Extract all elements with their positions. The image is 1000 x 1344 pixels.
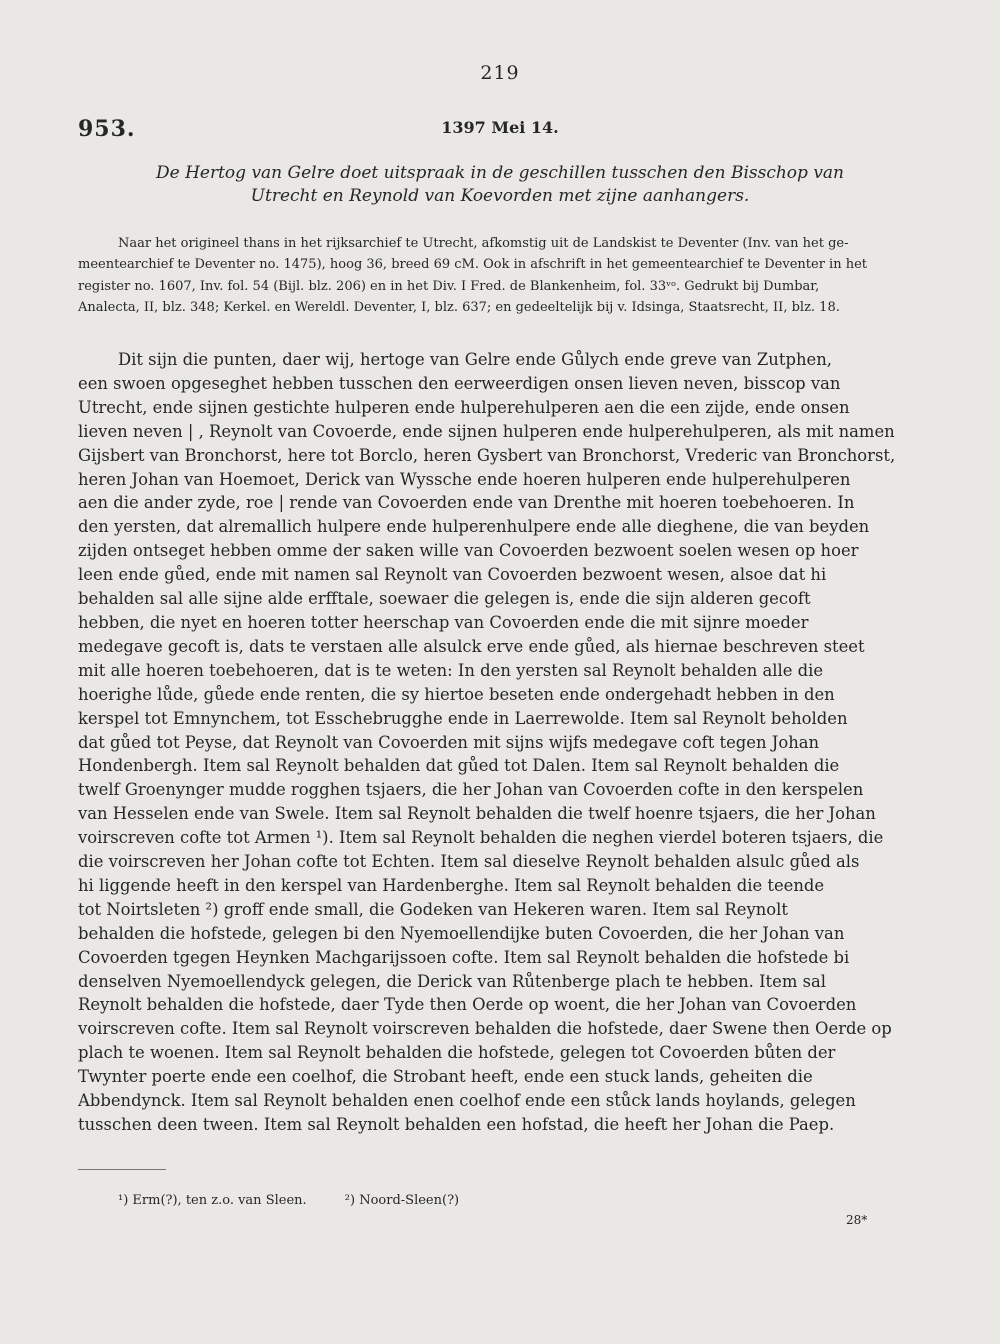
text-line: Abbendynck. Item sal Reynolt behalden enen coelhof ende een stůck lands hoylands, gelegen [78,1091,856,1111]
text-line: tusschen deen tween. Item sal Reynolt behalden een hofstad, die heeft her Johan die Paep. [78,1115,835,1134]
charter-summary [130,162,870,208]
text-line: denselven Nyemoellendyck gelegen, die Derick van Růtenberge plach te hebben. Item sal [78,971,827,991]
text-line: hi liggende heeft in den kerspel van Hardenberghe. Item sal Reynolt behalden die teende [78,875,825,895]
text-line: medegave gecoft is, dats te verstaen alle alsulck erve ende gůed, als hiernae beschreven steet [78,636,865,656]
summary-line: De Hertog van Gelre doet uitspraak in de geschillen tusschen den Bisschop van [155,163,845,183]
page-number: 219 [480,62,520,84]
text-line: lieven neven | , Reynolt van Covoerde, ende sijnen hulperen ende hulperehulperen, als mit namen [78,421,895,441]
source-note-line: Analecta, II, blz. 348; Kerkel. en Wereldl. Deventer, I, blz. 637; en gedeeltelijk bij v. Idsinga, Staatsrecht, II, blz. 18. [78,299,840,315]
text-line: Twynter poerte ende een coelhof, die Strobant heeft, ende een stuck lands, geheiten die [78,1067,813,1087]
source-note [78,233,908,318]
text-line: Utrecht, ende sijnen gestichte hulperen ende hulperehulperen aen die een zijde, ende onsen [78,397,850,417]
text-line: Hondenbergh. Item sal Reynolt behalden dat gůed tot Dalen. Item sal Reynolt behalden die [78,756,840,776]
source-note-line: register no. 1607, Inv. fol. 54 (Bijl. blz. 206) en in het Div. I Fred. de Blankenheim, fol. 33ᵛᵒ. Gedrukt bij Dumbar, [78,278,820,294]
text-line: Covoerden tgegen Heynken Machgarijssoen cofte. Item sal Reynolt behalden die hofstede bi [78,947,850,967]
text-line: een swoen opgeseghet hebben tusschen den eerweerdigen onsen lieven neven, bisscop van [78,373,841,393]
text-line: Dit sijn die punten, daer wij, hertoge van Gelre ende Gůlych ende greve van Zutphen, [118,350,832,369]
text-line: twelf Groenynger mudde rogghen tsjaers, die her Johan van Covoerden cofte in den kerspelen [78,780,864,800]
text-line: kerspel tot Emnynchem, tot Esschebrugghe ende in Laerrewolde. Item sal Reynolt beholden [78,708,848,728]
text-line: plach te woenen. Item sal Reynolt behalden die hofstede, gelegen tot Covoerden bůten der [78,1043,836,1063]
text-line: Gijsbert van Bronchorst, here tot Borclo, heren Gysbert van Bronchorst, Vrederic van Bronchorst, [78,445,896,465]
text-line: voirscreven cofte tot Armen ¹). Item sal Reynolt behalden die neghen vierdel boteren tsjaers, die [78,828,884,848]
footnotes [118,1193,493,1208]
text-line: den yersten, dat alremallich hulpere ende hulperenhulpere ende alle dieghene, die van beyden [78,517,870,537]
footnote: ²) Noord-Sleen(?) [344,1193,460,1208]
text-line: leen ende gůed, ende mit namen sal Reynolt van Covoerden bezwoent wesen, alsoe dat hi [78,565,827,585]
text-line: aen die ander zyde, roe | rende van Covoerden ende van Drenthe mit hoeren toebehoeren. In [78,493,855,513]
charter-text [78,348,908,1137]
signature-mark: 28* [846,1213,868,1227]
source-note-line: meentearchief te Deventer no. 1475), hoog 36, breed 69 cM. Ook in afschrift in het gemeentearchief te Deventer in het [78,257,868,273]
summary-line: Utrecht en Reynold van Koevorden met zijne aanhangers. [250,186,750,206]
charter-number: 953. [78,116,136,142]
source-note-line: Naar het origineel thans in het rijksarchief te Utrecht, afkomstig uit de Landskist te Deventer (Inv. van het ge- [118,236,849,251]
text-line: behalden die hofstede, gelegen bi den Nyemoellendijke buten Covoerden, die her Johan van [78,923,845,943]
text-line: zijden ontseget hebben omme der saken wille van Covoerden bezwoent soelen wesen op hoer [78,541,859,561]
footnote: ¹) Erm(?), ten z.o. van Sleen. [118,1193,307,1208]
text-line: behalden sal alle sijne alde erfftale, soewaer die gelegen is, ende die sijn alderen gecoft [78,589,811,609]
text-line: hebben, die nyet en hoeren totter heerschap van Covoerden ende die mit sijnre moeder [78,612,809,632]
text-line: tot Noirtsleten ²) groff ende small, die Godeken van Hekeren waren. Item sal Reynolt [78,899,788,919]
text-line: Reynolt behalden die hofstede, daer Tyde then Oerde op woent, die her Johan van Covoerden [78,995,857,1015]
text-line: voirscreven cofte. Item sal Reynolt voirscreven behalden die hofstede, daer Swene then Oerde op [78,1019,892,1039]
text-line: hoerighe lůde, gůede ende renten, die sy hiertoe beseten ende ondergehadt hebben in den [78,684,835,704]
text-line: mit alle hoeren toebehoeren, dat is te weten: In den yersten sal Reynolt behalden alle die [78,660,824,680]
text-line: heren Johan van Hoemoet, Derick van Wyssche ende hoeren hulperen ende hulperehulperen [78,469,851,489]
text-line: dat gůed tot Peyse, dat Reynolt van Covoerden mit sijns wijfs medegave coft tegen Johan [78,732,820,752]
text-line: die voirscreven her Johan cofte tot Echten. Item sal dieselve Reynolt behalden alsulc gůed als [78,852,860,872]
text-line: van Hesselen ende van Swele. Item sal Reynolt behalden die twelf hoenre tsjaers, die her Johan [78,804,876,824]
footnote-divider [78,1169,166,1170]
charter-date: 1397 Mei 14. [441,118,559,137]
